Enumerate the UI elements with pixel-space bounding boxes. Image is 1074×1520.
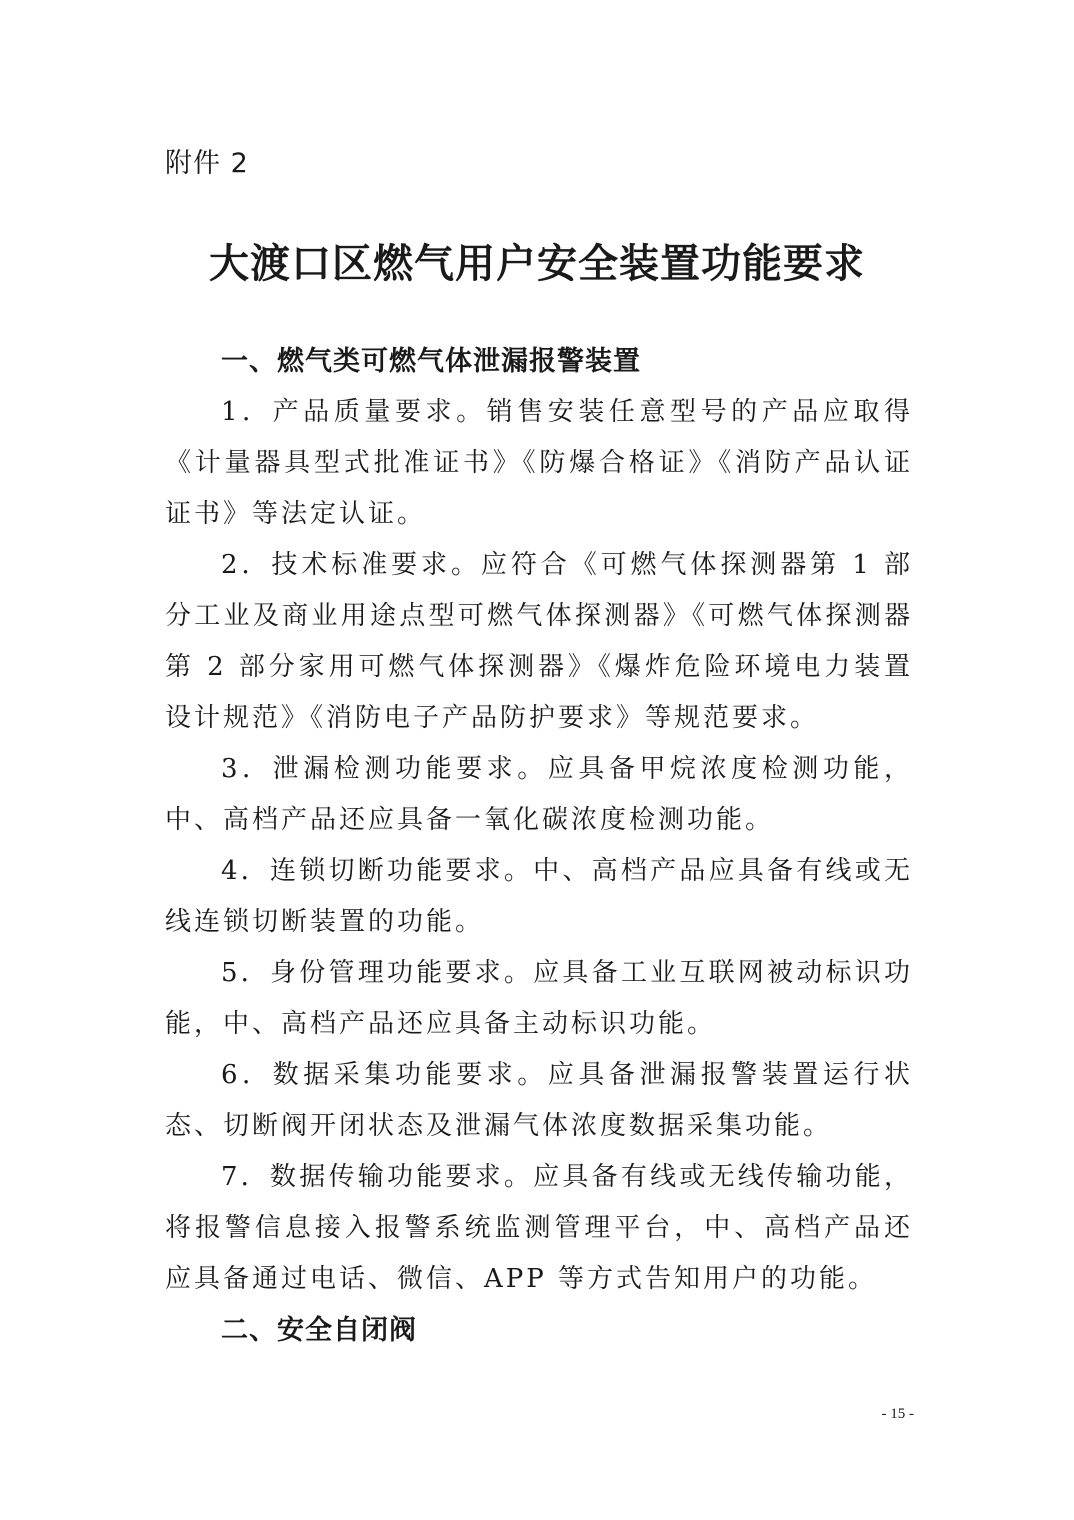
attachment-label: 附件 2 (165, 148, 249, 179)
requirement-paragraph: 6．数据采集功能要求。应具备泄漏报警装置运行状态、切断阀开闭状态及泄漏气体浓度数据采集功能。 (165, 1060, 913, 1141)
requirement-paragraph: 4．连锁切断功能要求。中、高档产品应具备有线或无线连锁切断装置的功能。 (165, 856, 913, 937)
document-title: 大渡口区燃气用户安全装置功能要求 (209, 240, 865, 287)
requirement-paragraph: 2．技术标准要求。应符合《可燃气体探测器第 1 部分工业及商业用途点型可燃气体探测器》《可燃气体探测器第 2 部分家用可燃气体探测器》《爆炸危险环境电力装置设计规范》《消防电子产品防护要求》等规范要求。 (165, 550, 913, 733)
document-body (165, 336, 913, 1356)
requirement-paragraph: 1．产品质量要求。销售安装任意型号的产品应取得《计量器具型式批准证书》《防爆合格证》《消防产品认证证书》等法定认证。 (165, 397, 913, 529)
requirement-paragraph: 7．数据传输功能要求。应具备有线或无线传输功能，将报警信息接入报警系统监测管理平台，中、高档产品还应具备通过电话、微信、APP 等方式告知用户的功能。 (165, 1162, 913, 1294)
requirement-paragraph: 3．泄漏检测功能要求。应具备甲烷浓度检测功能，中、高档产品还应具备一氧化碳浓度检测功能。 (165, 754, 913, 835)
page-number: - 15 - (881, 1406, 914, 1422)
section-heading: 一、燃气类可燃气体泄漏报警装置 (221, 346, 641, 377)
section-heading: 二、安全自闭阀 (221, 1315, 417, 1346)
requirement-paragraph: 5．身份管理功能要求。应具备工业互联网被动标识功能，中、高档产品还应具备主动标识功能。 (165, 958, 913, 1039)
